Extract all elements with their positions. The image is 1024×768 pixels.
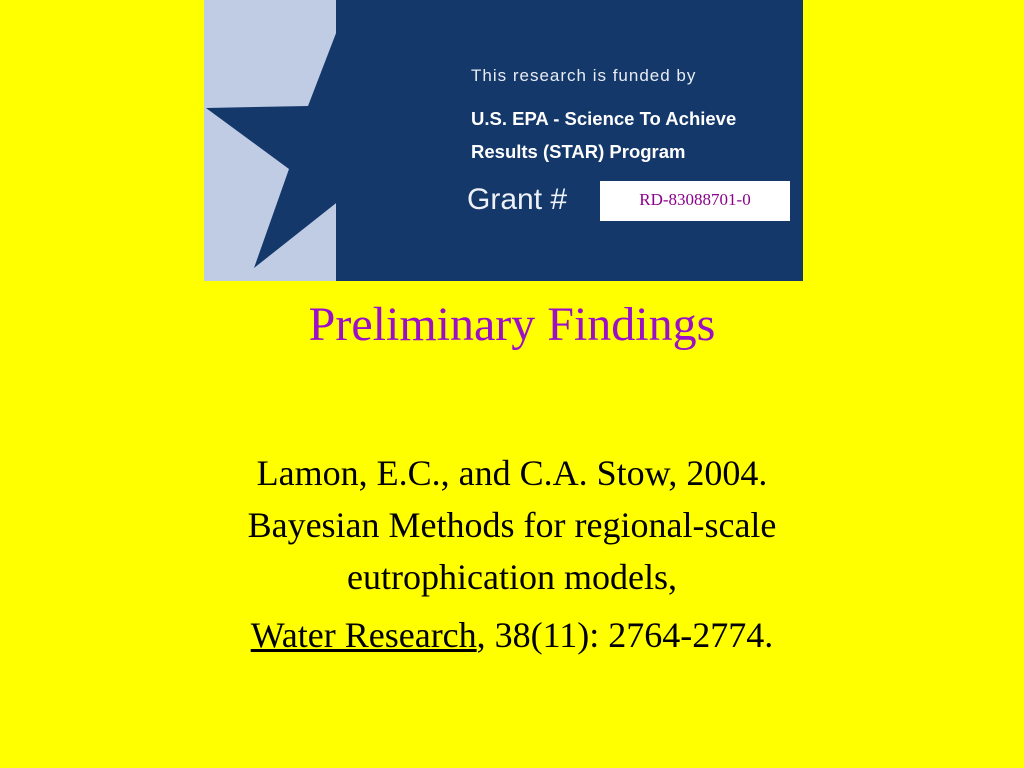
citation-paper-title-line-2: eutrophication models, xyxy=(347,557,677,597)
grant-number-box: RD-83088701-0 xyxy=(600,181,790,221)
program-name-line-2: Results (STAR) Program xyxy=(471,141,686,162)
program-name-line-1: U.S. EPA - Science To Achieve xyxy=(471,108,737,129)
grant-label: Grant # xyxy=(467,183,568,216)
star-shape xyxy=(206,15,466,268)
citation-journal-line xyxy=(140,609,884,661)
epa-star-banner xyxy=(204,0,803,281)
journal-name: Water Research xyxy=(250,615,477,655)
slide-title: Preliminary Findings xyxy=(308,298,716,351)
journal-volume-pages: , 38(11): 2764-2774. xyxy=(476,615,774,655)
funded-by-text: This research is funded by xyxy=(471,66,697,85)
citation-paper-title-line-1: Bayesian Methods for regional-scale xyxy=(247,505,777,545)
citation-authors: Lamon, E.C., and C.A. Stow, 2004. xyxy=(256,453,768,493)
citation xyxy=(140,447,884,661)
